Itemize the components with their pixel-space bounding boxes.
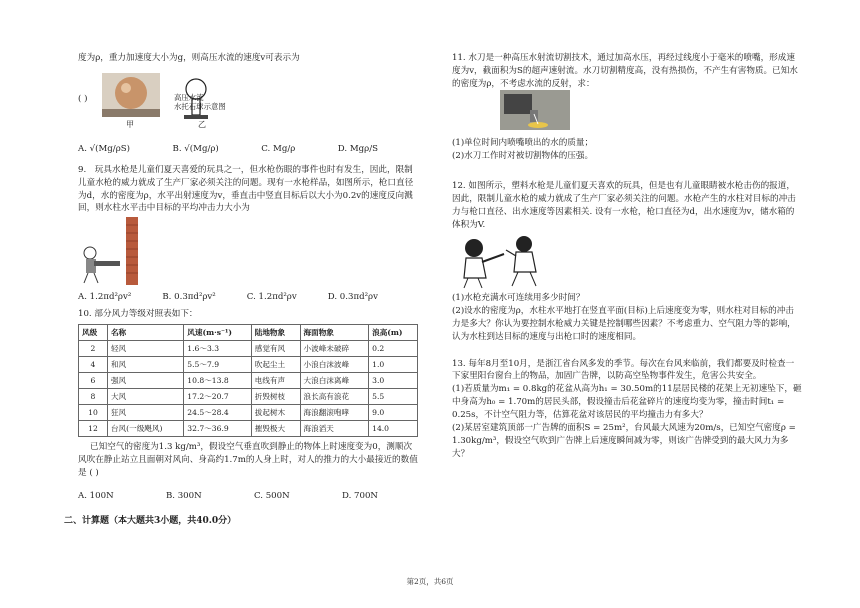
fig-label-yi: 乙 [198, 119, 206, 129]
q13-sub2: (2)某居室建筑顶部一广告牌的面积S = 25m²，台风最大风速为20m/s，已知空气密度ρ = 1.30kg/m³，假设空气吹到广告牌上后速度瞬间减为零，则该广告牌受到的最大风力为多大？ [452, 423, 796, 459]
table-row [79, 405, 418, 421]
q10-option-b[interactable]: B. 300N [165, 490, 202, 501]
wind-scale-table [78, 324, 418, 437]
q9-text: 9. 玩具水枪是儿童们夏天喜爱的玩具之一，但水枪伤眼的事件也时有发生，因此，限制儿童水枪的威力就成了生产厂家必须关注的问题。现有一水枪样品，如图所示，枪口直径为d，水的密度为ρ，水平出射速度为v，垂直击中竖直目标后以大小为0.2v的速度反向溅回，则水柱水平击中目标的平均冲击力大小为 [78, 164, 414, 214]
q13-text: 13. 每年8月至10月，是浙江省台风多发的季节。每次在台风来临前，我们都要及时检查一下家里阳台窗台上的物品，加固广告牌，以防高空坠物事件发生，危害公共安全。 [452, 358, 795, 382]
table-header: 风级 [79, 325, 108, 341]
fig-label-diagram: 高压水流 水托石球示意图 [174, 92, 226, 112]
table-row [79, 421, 418, 437]
q12-sub2: (2)设水的密度为ρ，水柱水平地打在竖直平面(目标)上后速度变为零，则水柱对目标的冲击力是多大？你认为要控制水枪威力关键是控制哪些因素？不考虑重力、空气阻力等的影响，认为水柱到达目标的速度与出枪口时的速度相同。 [452, 305, 796, 342]
q11-sub1: (1)单位时间内喷嘴喷出的水的质量； [452, 137, 594, 148]
q10-option-d[interactable]: D. 700N [341, 490, 378, 501]
section-heading: 二、计算题（本大题共3小题，共40.0分） [64, 515, 237, 526]
q9-option-d[interactable]: D. 0.3πd²ρv [327, 292, 378, 303]
q10-title: 10. 部分风力等级对照表如下： [78, 309, 198, 320]
table-cell: 14.0 [369, 421, 418, 437]
table-cell: 台风(一级飓风) [107, 421, 183, 437]
table-header: 海面物象 [300, 325, 369, 341]
table-cell: 8 [79, 389, 108, 405]
water-jet-figure [500, 90, 570, 130]
page-footer: 第2页，共6页 [406, 577, 454, 586]
table-cell: 狂风 [107, 405, 183, 421]
q9-options [78, 291, 378, 304]
table-cell: 感觉有风 [251, 341, 300, 357]
table-cell: 拔起树木 [251, 405, 300, 421]
q12-sub1: (1)水枪充满水可连续用多少时间？ [452, 293, 585, 304]
table-cell: 强风 [107, 373, 183, 389]
q8-options [78, 143, 378, 156]
table-cell: 24.5～28.4 [184, 405, 251, 421]
q10-option-c[interactable]: C. 500N [253, 490, 290, 501]
table-cell: 10.8～13.8 [184, 373, 251, 389]
table-cell: 吹起尘土 [251, 357, 300, 373]
q11-sub2: (2)水刀工作时对被切割物体的压强。 [452, 150, 594, 161]
table-cell: 32.7～36.9 [184, 421, 251, 437]
q9-option-c[interactable]: C. 1.2πd²ρv [246, 292, 297, 303]
table-cell: 小浪白沫波峰 [300, 357, 369, 373]
table-header: 名称 [107, 325, 183, 341]
q12-figure [452, 232, 802, 292]
table-row [79, 373, 418, 389]
table-cell: 小波峰未破碎 [300, 341, 369, 357]
table-cell: 和风 [107, 357, 183, 373]
q9-option-a[interactable]: A. 1.2πd²ρv² [78, 292, 132, 303]
table-cell: 6 [79, 373, 108, 389]
table-cell: 5.5～7.9 [184, 357, 251, 373]
table-cell: 9.0 [369, 405, 418, 421]
table-cell: 1.0 [369, 357, 418, 373]
table-row [79, 357, 418, 373]
q8-option-c[interactable]: C. Mg/ρ [261, 143, 296, 154]
water-gun-figure [78, 215, 158, 287]
table-cell: 0.2 [369, 341, 418, 357]
table-cell: 折毁树枝 [251, 389, 300, 405]
table-row [79, 341, 418, 357]
table-cell: 2 [79, 341, 108, 357]
table-cell: 海浪滔天 [300, 421, 369, 437]
table-cell: 摧毁极大 [251, 421, 300, 437]
left-column [64, 52, 418, 528]
table-header-row [79, 325, 418, 341]
q8-option-a[interactable]: A. √(Mg/ρS) [78, 143, 130, 154]
table-cell: 轻风 [107, 341, 183, 357]
q8-option-b[interactable]: B. √(Mg/ρ) [172, 143, 219, 154]
q11-text: 11. 水刀是一种高压水射流切割技术，通过加高水压，再经过线度小于毫米的喷嘴，形成速度为v，截面积为S的超声速射流。水刀切割精度高，没有热损伤，不产生有害物质。已知水的密度为ρ，不考虑水流的反射，求： [452, 53, 798, 89]
q12-text: 12. 如图所示，塑料水枪是儿童们夏天喜欢的玩具，但是也有儿童眼睛被水枪击伤的报道，因此，限制儿童水枪的威力就成了生产厂家必须关注的问题。水枪产生的水柱对目标的冲击力与枪口直径、出水速度等因素相关. 设有一水枪，枪口直径为d，出水速度为v，储水箱的体积为V. [452, 181, 796, 231]
table-cell: 大浪白沫离峰 [300, 373, 369, 389]
kids-water-gun-figure [456, 234, 546, 290]
q9-option-b[interactable]: B. 0.3πd²ρv² [162, 292, 216, 303]
table-cell: 电线有声 [251, 373, 300, 389]
right-column [452, 52, 802, 461]
table-cell: 大风 [107, 389, 183, 405]
fig-label-jia: 甲 [126, 119, 134, 129]
table-cell: 4 [79, 357, 108, 373]
table-header: 陆地物象 [251, 325, 300, 341]
table-cell: 17.2～20.7 [184, 389, 251, 405]
table-header: 浪高(m) [369, 325, 418, 341]
q10-options [78, 490, 378, 503]
q8-bracket: ( ) [78, 93, 88, 104]
table-row [79, 389, 418, 405]
q8-figure [78, 71, 418, 133]
q8-option-d[interactable]: D. Mgρ/S [337, 143, 378, 154]
table-cell: 1.6～3.3 [184, 341, 251, 357]
table-cell: 海浪翻滚咆哮 [300, 405, 369, 421]
q13-sub1: (1)若质量为m₁ = 0.8kg的花盆从高为h₁ = 30.50m的11层居民楼的花架上无初速坠下，砸中身高为h₀ = 1.70m的居民头部，假设撞击后花盆碎片的速度均变为零，撞击时间t₁ = 0.25s，不计空气阻力等，估算花盆对该居民的平均撞击力有多大？ [452, 384, 802, 421]
table-cell: 浪长高有浪花 [300, 389, 369, 405]
table-cell: 10 [79, 405, 108, 421]
q10-option-a[interactable]: A. 100N [78, 490, 114, 501]
table-cell: 3.0 [369, 373, 418, 389]
table-cell: 12 [79, 421, 108, 437]
q10-text: 已知空气的密度为1.3 kg/m³，假设空气垂直吹到静止的物体上时速度变为0，测顺次风吹在静止站立且面朝对风向、身高约1.7m的人身上时，对人的推力的大小最接近的数值是 ( ) [78, 442, 418, 478]
table-header: 风速(m·s⁻¹) [184, 325, 251, 341]
q8-tail: 度为ρ，重力加速度大小为g，则高压水流的速度v可表示为 [78, 53, 300, 63]
q9-figure [78, 215, 418, 287]
table-cell: 5.5 [369, 389, 418, 405]
